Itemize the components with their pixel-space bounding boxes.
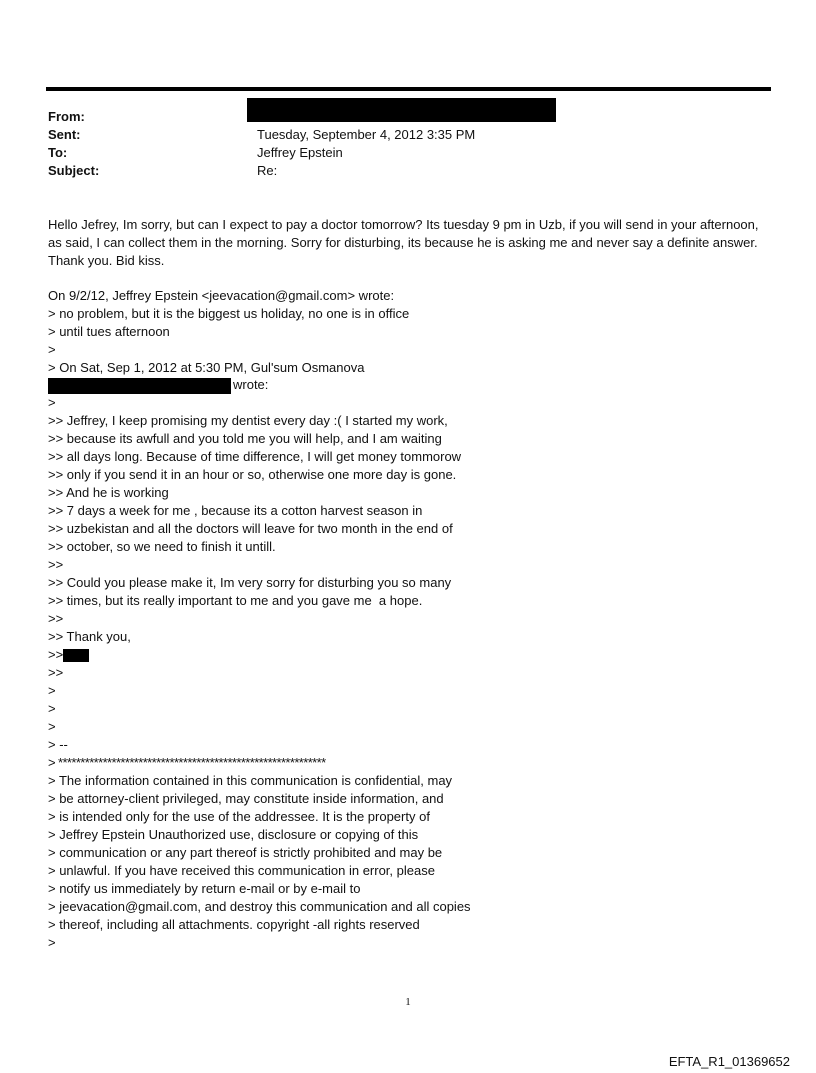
quoted-line: > ************************************************************ <box>48 755 326 770</box>
quoted-line: >> times, but its really important to me and you gave me a hope. <box>48 593 423 608</box>
sent-value: Tuesday, September 4, 2012 3:35 PM <box>257 127 476 142</box>
page-number: 1 <box>405 996 411 1008</box>
quoted-line: > communication or any part thereof is strictly prohibited and may be <box>48 845 443 860</box>
quoted-line: > On Sat, Sep 1, 2012 at 5:30 PM, Gul'sum Osmanova <box>48 360 365 375</box>
quoted-line: > <box>48 701 56 716</box>
quoted-line: >> <box>48 647 64 662</box>
redacted-name-block <box>63 649 89 662</box>
to-value: Jeffrey Epstein <box>257 145 343 160</box>
quoted-line: >> Thank you, <box>48 629 131 644</box>
sent-label: Sent: <box>48 127 81 142</box>
quoted-line: >> Could you please make it, Im very sorry for disturbing you so many <box>48 575 452 590</box>
subject-value: Re: <box>257 163 278 178</box>
quoted-line: > <box>48 935 56 950</box>
quoted-line: >> all days long. Because of time difference, I will get money tommorow <box>48 449 462 464</box>
message-paragraph: Hello Jefrey, Im sorry, but can I expect to pay a doctor tomorrow? Its tuesday 9 pm in Uzb, if you will send in your afternoon, as said, I can collect them in the morning. Sorry for disturbing, its because he is asking me and never say a definite answer. Thank you. Bid kiss. <box>48 217 759 268</box>
quoted-line: > -- <box>48 737 68 752</box>
from-label: From: <box>48 109 85 124</box>
quoted-line: >> october, so we need to finish it untill. <box>48 539 276 554</box>
quoted-line: > notify us immediately by return e-mail or by e-mail to <box>48 881 361 896</box>
document-id: EFTA_R1_01369652 <box>668 1054 790 1069</box>
quoted-line: > Jeffrey Epstein Unauthorized use, disclosure or copying of this <box>48 827 419 842</box>
quoted-line: > <box>48 395 56 410</box>
quoted-line: >> And he is working <box>48 485 169 500</box>
quoted-line: > The information contained in this communication is confidential, may <box>48 773 453 788</box>
quoted-line: > thereof, including all attachments. copyright -all rights reserved <box>48 917 420 932</box>
subject-label: Subject: <box>48 163 100 178</box>
quoted-line: >> 7 days a week for me , because its a cotton harvest season in <box>48 503 423 518</box>
redacted-email-block <box>48 378 231 394</box>
quoted-line: > until tues afternoon <box>48 324 170 339</box>
quoted-line: >> because its awfull and you told me you will help, and I am waiting <box>48 431 442 446</box>
quoted-line: >> uzbekistan and all the doctors will leave for two month in the end of <box>48 521 453 536</box>
quoted-line: >> <box>48 611 64 626</box>
quoted-line: > no problem, but it is the biggest us holiday, no one is in office <box>48 306 410 321</box>
redacted-from-block <box>247 98 556 122</box>
quoted-line: >> <box>48 557 64 572</box>
to-label: To: <box>48 145 68 160</box>
quoted-line: wrote: <box>233 377 269 392</box>
quoted-line: >> <box>48 665 64 680</box>
message-body <box>48 216 768 270</box>
quoted-line: > be attorney-client privileged, may constitute inside information, and <box>48 791 444 806</box>
quoted-line: > is intended only for the use of the addressee. It is the property of <box>48 809 430 824</box>
quoted-line: > unlawful. If you have received this communication in error, please <box>48 863 435 878</box>
quoted-line: >> only if you send it in an hour or so, otherwise one more day is gone. <box>48 467 457 482</box>
quoted-line: > jeevacation@gmail.com, and destroy this communication and all copies <box>48 899 471 914</box>
quoted-line: >> Jeffrey, I keep promising my dentist every day :( I started my work, <box>48 413 448 428</box>
header-rule <box>46 87 771 91</box>
quoted-line: On 9/2/12, Jeffrey Epstein <jeevacation@gmail.com> wrote: <box>48 288 395 303</box>
quoted-line: > <box>48 683 56 698</box>
quoted-line: > <box>48 719 56 734</box>
quoted-line: > <box>48 342 56 357</box>
